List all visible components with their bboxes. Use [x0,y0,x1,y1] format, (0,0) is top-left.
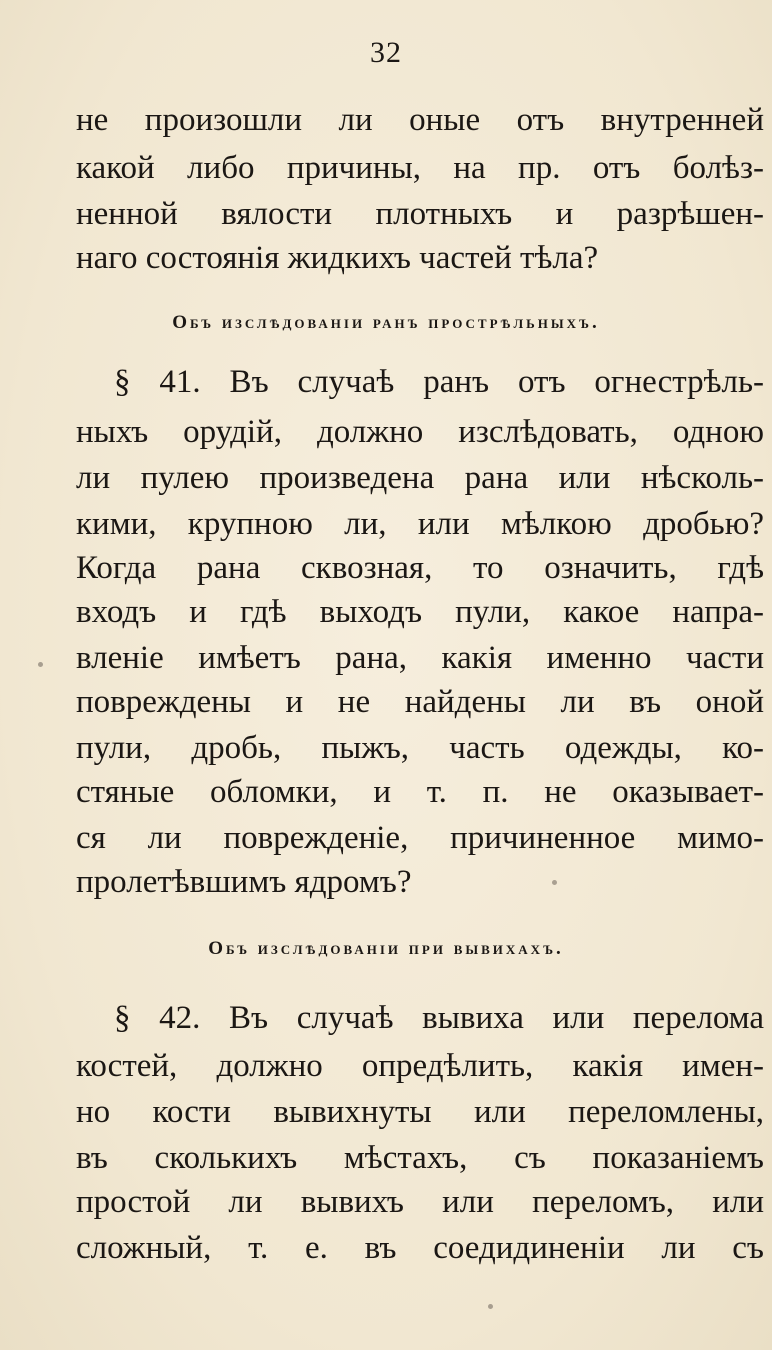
text-line: § 42. Въ случаѣ вывиха или перелома [114,1000,764,1036]
text-line: костей, должно опредѣлить, какія имен- [76,1048,764,1084]
text-line: ли пулею произведена рана или нѣсколь- [76,460,764,496]
text-line: сложный, т. е. въ соедидиненіи ли съ [76,1230,764,1266]
text-line: ныхъ орудій, должно изслѣдовать, одною [76,414,764,450]
text-line: ся ли поврежденіе, причиненное мимо- [76,820,764,856]
text-line: стяные обломки, и т. п. не оказывает- [76,774,764,810]
text-line: какой либо причины, на пр. отъ болѣз- [76,150,764,186]
section-heading: Объ изслѣдованіи при вывихахъ. [208,938,564,959]
text-line: ненной вялости плотныхъ и разрѣшен- [76,196,764,232]
text-line: въ сколькихъ мѣстахъ, съ показаніемъ [76,1140,764,1176]
paper-speck [488,1304,493,1309]
text-line: не произошли ли оные отъ внутренней [76,102,764,138]
text-line: простой ли вывихъ или переломъ, или [76,1184,764,1220]
text-line: наго состоянія жидкихъ частей тѣла? [76,240,599,276]
text-line: кими, крупною ли, или мѣлкою дробью? [76,506,764,542]
text-line: пролетѣвшимъ ядромъ? [76,864,412,900]
section-heading: Объ изслѣдованіи ранъ прострѣльныхъ. [172,312,600,333]
text-line: повреждены и не найдены ли въ оной [76,684,764,720]
paper-speck [38,662,43,667]
text-line: но кости вывихнуты или переломлены, [76,1094,764,1130]
text-line: входъ и гдѣ выходъ пули, какое напра- [76,594,764,630]
text-line: пули, дробь, пыжъ, часть одежды, ко- [76,730,764,766]
page-number: 32 [370,36,402,69]
text-line: вленіе имѣетъ рана, какія именно части [76,640,764,676]
paper-speck [552,880,557,885]
text-line: Когда рана сквозная, то означить, гдѣ [76,550,764,586]
text-line: § 41. Въ случаѣ ранъ отъ огнестрѣль- [114,364,764,400]
